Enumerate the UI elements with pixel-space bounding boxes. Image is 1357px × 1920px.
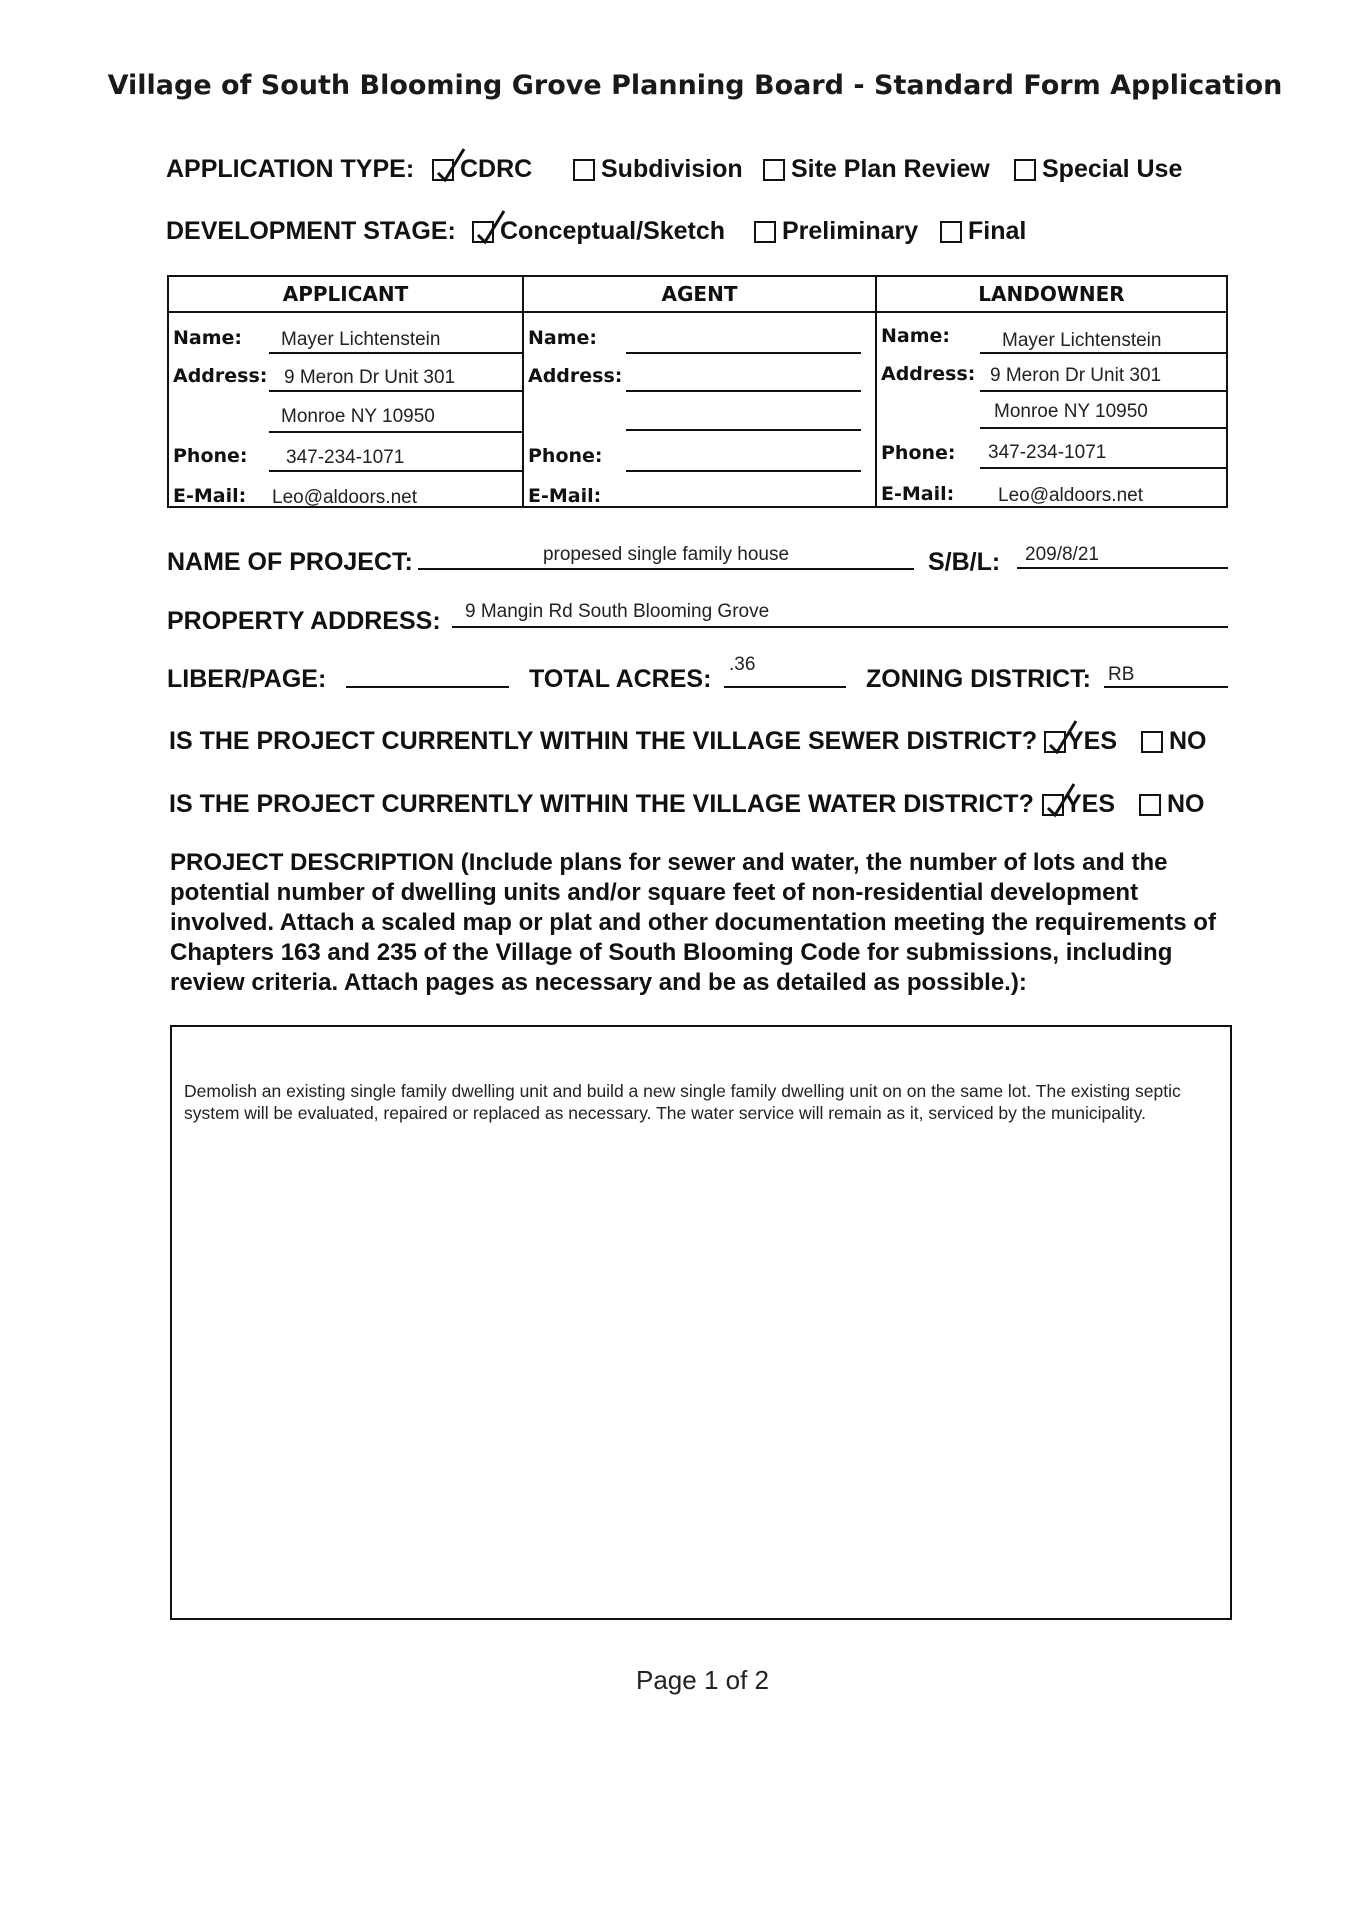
landowner-address1[interactable]: 9 Meron Dr Unit 301 bbox=[990, 365, 1162, 386]
preliminary-checkbox[interactable] bbox=[754, 221, 776, 243]
development-stage-label: DEVELOPMENT STAGE: bbox=[166, 217, 456, 245]
final-checkbox[interactable] bbox=[940, 221, 962, 243]
landowner-name-label: Name: bbox=[881, 325, 951, 347]
applicant-column bbox=[169, 277, 522, 506]
check-mark-icon bbox=[1046, 782, 1076, 816]
applicant-address1[interactable]: 9 Meron Dr Unit 301 bbox=[284, 367, 456, 388]
water-question: IS THE PROJECT CURRENTLY WITHIN THE VILLAGE WATER DISTRICT? bbox=[169, 790, 1034, 818]
agent-header: AGENT bbox=[524, 277, 875, 313]
landowner-column bbox=[875, 277, 1226, 506]
project-name-label: NAME OF PROJECT: bbox=[167, 548, 413, 576]
landowner-address-line1 bbox=[980, 390, 1226, 392]
landowner-address-line2 bbox=[980, 427, 1226, 429]
liber-page-label: LIBER/PAGE: bbox=[167, 665, 327, 693]
parties-table bbox=[167, 275, 1228, 508]
page-number: Page 1 of 2 bbox=[636, 1665, 769, 1695]
cdrc-checkbox[interactable] bbox=[432, 159, 454, 181]
landowner-email-label: E-Mail: bbox=[881, 483, 955, 505]
total-acres-line bbox=[724, 686, 846, 688]
landowner-phone[interactable]: 347-234-1071 bbox=[988, 442, 1107, 463]
zoning-district-line bbox=[1104, 686, 1228, 688]
project-description-box[interactable] bbox=[170, 1025, 1232, 1620]
check-mark-icon bbox=[1048, 719, 1078, 753]
sbl-label: S/B/L: bbox=[928, 548, 1001, 576]
site-plan-review-label: Site Plan Review bbox=[791, 155, 990, 183]
special-use-checkbox[interactable] bbox=[1014, 159, 1036, 181]
sbl-line bbox=[1017, 567, 1228, 569]
project-name-value[interactable]: propesed single family house bbox=[542, 544, 790, 565]
sbl-value[interactable]: 209/8/21 bbox=[1025, 544, 1099, 565]
applicant-email-label: E-Mail: bbox=[173, 485, 247, 507]
zoning-district-value[interactable]: RB bbox=[1108, 664, 1135, 685]
applicant-phone-line bbox=[269, 470, 522, 472]
water-no-option[interactable] bbox=[1139, 790, 1205, 819]
option-site-plan-review[interactable] bbox=[763, 155, 990, 184]
landowner-name[interactable]: Mayer Lichtenstein bbox=[1002, 330, 1162, 351]
project-description-heading: PROJECT DESCRIPTION (Include plans for sewer and water, the number of lots and the potential number of dwelling units and/or square feet of non-residential development involved. Attach a scaled map or plat and other documentation meeting the requirements of Chapters 163 and 235 of the Village of South Blooming Code for submissions, including review criteria. Attach pages as necessary and be as detailed as possible.): bbox=[170, 849, 1216, 996]
property-address-line bbox=[452, 626, 1228, 628]
sewer-yes-checkbox[interactable] bbox=[1044, 731, 1066, 753]
check-mark-icon bbox=[436, 147, 466, 181]
landowner-email[interactable]: Leo@aldoors.net bbox=[998, 485, 1143, 506]
final-label: Final bbox=[968, 217, 1027, 245]
check-mark-icon bbox=[476, 209, 506, 243]
agent-phone-label: Phone: bbox=[528, 445, 603, 467]
agent-address-label: Address: bbox=[528, 365, 623, 387]
conceptual-sketch-checkbox[interactable] bbox=[472, 221, 494, 243]
option-special-use[interactable] bbox=[1014, 155, 1182, 184]
project-description-text[interactable]: Demolish an existing single family dwelling unit and build a new single family dwelling unit on on the same lot. The existing septic system will be evaluated, repaired or replaced as necessary. The water service will remain as it, serviced by the municipality. bbox=[184, 1081, 1181, 1123]
water-yes-label: YES bbox=[1065, 790, 1116, 818]
subdivision-label: Subdivision bbox=[601, 155, 743, 183]
applicant-header: APPLICANT bbox=[169, 277, 522, 313]
property-address-label: PROPERTY ADDRESS: bbox=[167, 607, 441, 635]
application-type-label: APPLICATION TYPE: bbox=[166, 155, 415, 183]
landowner-phone-label: Phone: bbox=[881, 442, 956, 464]
agent-column bbox=[522, 277, 875, 506]
agent-name-line bbox=[626, 352, 861, 354]
liber-page-line bbox=[346, 686, 509, 688]
preliminary-label: Preliminary bbox=[782, 217, 919, 245]
total-acres-value[interactable]: .36 bbox=[729, 654, 756, 675]
applicant-address-label: Address: bbox=[173, 365, 268, 387]
landowner-phone-line bbox=[980, 467, 1226, 469]
cdrc-label: CDRC bbox=[460, 155, 533, 183]
agent-email-label: E-Mail: bbox=[528, 485, 602, 507]
landowner-address-label: Address: bbox=[881, 363, 976, 385]
project-name-line bbox=[418, 568, 914, 570]
applicant-address-line2 bbox=[269, 431, 522, 433]
water-yes-option[interactable] bbox=[1042, 790, 1115, 819]
conceptual-sketch-label: Conceptual/Sketch bbox=[500, 217, 726, 245]
applicant-phone-label: Phone: bbox=[173, 445, 248, 467]
agent-address-line1 bbox=[626, 390, 861, 392]
applicant-phone[interactable]: 347-234-1071 bbox=[286, 447, 405, 468]
applicant-email[interactable]: Leo@aldoors.net bbox=[272, 487, 417, 508]
zoning-district-label: ZONING DISTRICT: bbox=[866, 665, 1091, 693]
applicant-address-line1 bbox=[269, 390, 522, 392]
applicant-name[interactable]: Mayer Lichtenstein bbox=[281, 329, 441, 350]
form-title: Village of South Blooming Grove Planning Board - Standard Form Application bbox=[107, 70, 1283, 101]
sewer-no-label: NO bbox=[1169, 727, 1207, 755]
landowner-name-line bbox=[980, 352, 1226, 354]
sewer-no-option[interactable] bbox=[1141, 727, 1207, 756]
applicant-name-line bbox=[269, 352, 522, 354]
water-yes-checkbox[interactable] bbox=[1042, 794, 1064, 816]
total-acres-label: TOTAL ACRES: bbox=[529, 665, 712, 693]
water-no-label: NO bbox=[1167, 790, 1205, 818]
sewer-question: IS THE PROJECT CURRENTLY WITHIN THE VILLAGE SEWER DISTRICT? bbox=[169, 727, 1038, 755]
agent-name-label: Name: bbox=[528, 327, 598, 349]
special-use-label: Special Use bbox=[1042, 155, 1183, 183]
option-preliminary[interactable] bbox=[754, 217, 918, 246]
landowner-address2[interactable]: Monroe NY 10950 bbox=[994, 401, 1148, 422]
agent-address-line2 bbox=[626, 429, 861, 431]
option-final[interactable] bbox=[940, 217, 1026, 246]
applicant-name-label: Name: bbox=[173, 327, 243, 349]
subdivision-checkbox[interactable] bbox=[573, 159, 595, 181]
applicant-address2[interactable]: Monroe NY 10950 bbox=[281, 406, 435, 427]
option-conceptual-sketch[interactable] bbox=[472, 217, 725, 246]
water-no-checkbox[interactable] bbox=[1139, 794, 1161, 816]
site-plan-review-checkbox[interactable] bbox=[763, 159, 785, 181]
agent-phone-line bbox=[626, 470, 861, 472]
landowner-header: LANDOWNER bbox=[877, 277, 1226, 313]
property-address-value[interactable]: 9 Mangin Rd South Blooming Grove bbox=[465, 601, 770, 622]
sewer-yes-option[interactable] bbox=[1044, 727, 1117, 756]
sewer-no-checkbox[interactable] bbox=[1141, 731, 1163, 753]
sewer-yes-label: YES bbox=[1067, 727, 1118, 755]
option-subdivision[interactable] bbox=[573, 155, 743, 184]
option-cdrc[interactable] bbox=[432, 155, 532, 184]
